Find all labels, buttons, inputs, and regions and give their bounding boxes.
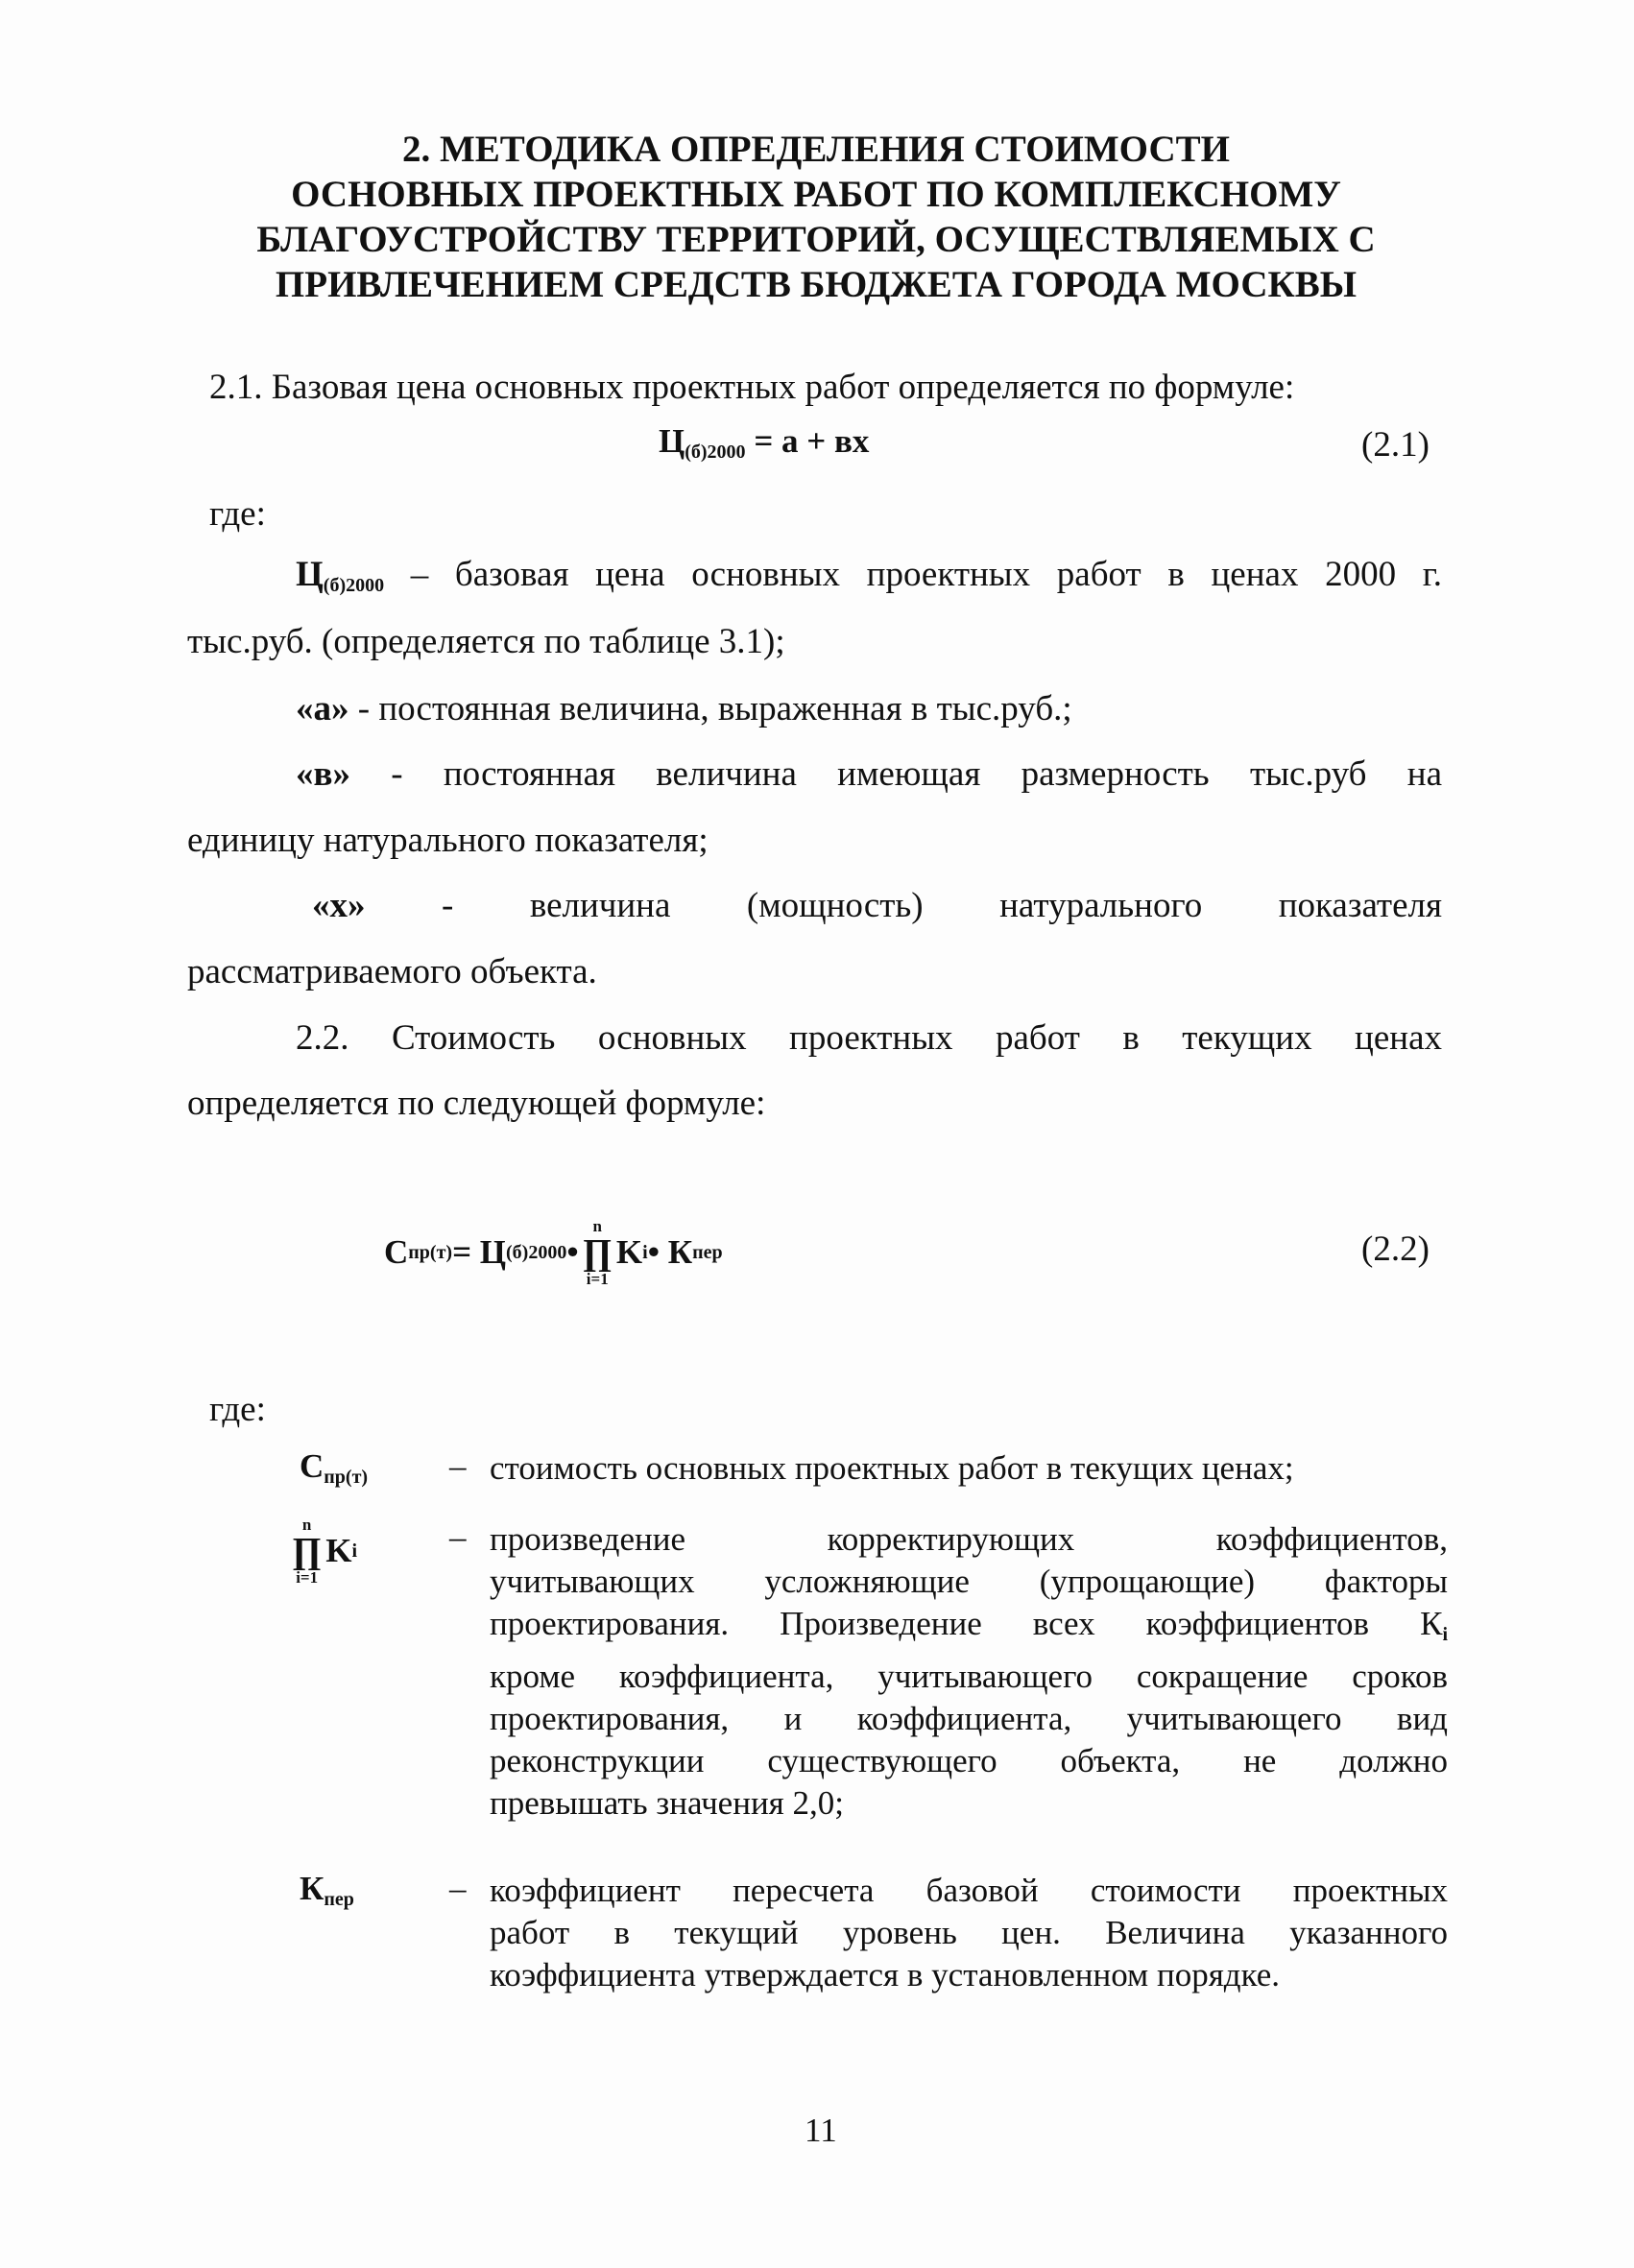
formula-2-2	[384, 1200, 723, 1305]
def-product-symbol	[288, 1516, 357, 1586]
section-heading	[173, 127, 1459, 307]
def-b-symbol: «в»	[296, 754, 350, 794]
def-kper-letter: К	[300, 1870, 324, 1907]
def-kper-line-1: коэффициент пересчета базовой стоимости проектных	[490, 1872, 1448, 1909]
def-b-line-1: - постоянная величина имеющая размерность тыс.руб на	[349, 754, 1442, 794]
definition-b	[296, 740, 1442, 809]
def-cost-dash: –	[449, 1447, 467, 1485]
def-product-line-1: произведение корректирующих коэффициентов,	[490, 1520, 1448, 1558]
formula-2-2-k-sub: i	[642, 1241, 648, 1263]
def-kper-dash: –	[449, 1870, 467, 1907]
def-product-line-3-sub: i	[1442, 1624, 1448, 1645]
def-cost-symbol	[300, 1447, 368, 1489]
formula-2-1	[659, 422, 869, 464]
def-base-price-line-1: – базовая цена основных проектных работ в ценах 2000 г.	[384, 555, 1442, 594]
def-product-line-4: кроме коэффициента, учитывающего сокращение сроков	[490, 1658, 1448, 1695]
heading-line-1: 2. МЕТОДИКА ОПРЕДЕЛЕНИЯ СТОИМОСТИ	[401, 129, 1231, 170]
formula-2-2-k: K	[615, 1233, 643, 1271]
def-base-price-symbol: Ц	[296, 555, 324, 594]
formula-2-1-sub: (б)2000	[685, 442, 746, 463]
formula-2-1-symbol: Ц	[659, 422, 685, 460]
paragraph-2-2-line-2: определяется по следующей формуле:	[187, 1084, 766, 1123]
where-label-1: где:	[209, 494, 266, 534]
formula-2-2-ts-sub: (б)2000	[506, 1241, 567, 1263]
product-symbol: ∏	[582, 1232, 613, 1273]
def-cost-text: стоимость основных проектных работ в текущих ценах;	[490, 1449, 1294, 1487]
page-number: 11	[805, 2112, 837, 2149]
def-product-line-5: проектирования, и коэффициента, учитывающего вид	[490, 1700, 1448, 1737]
def-kper-symbol	[300, 1870, 354, 1911]
def-product-upper: n	[301, 1516, 312, 1534]
def-product-line-3	[490, 1603, 1448, 1656]
def-product-dash: –	[449, 1518, 467, 1556]
def-kper-line-2: работ в текущий уровень цен. Величина указанного	[490, 1914, 1448, 1951]
def-product-k-sub: i	[351, 1540, 358, 1562]
def-b-line-2: единицу натурального показателя;	[187, 821, 709, 860]
heading-line-2: ОСНОВНЫХ ПРОЕКТНЫХ РАБОТ ПО КОМПЛЕКСНОМУ	[291, 174, 1341, 215]
formula-2-1-number: (2.1)	[1361, 425, 1430, 465]
def-cost-sub: пр(т)	[324, 1467, 369, 1488]
def-x-line-1: - величина (мощность) натурального показателя	[365, 886, 1442, 925]
def-x-symbol: «х»	[312, 886, 366, 925]
def-product-text	[490, 1518, 1448, 1825]
def-a-text: - постоянная величина, выраженная в тыс.руб.;	[348, 689, 1072, 728]
paragraph-2-1: 2.1. Базовая цена основных проектных работ определяется по формуле:	[209, 368, 1295, 407]
def-product-line-7: превышать значения 2,0;	[490, 1784, 845, 1822]
def-kper-line-3: коэффициента утверждается в установленном порядке.	[490, 1956, 1281, 1993]
formula-2-1-rest: = а + вх	[745, 422, 870, 460]
def-product-line-6: реконструкции существующего объекта, не должно	[490, 1742, 1448, 1779]
formula-2-2-eq: = Ц	[452, 1233, 506, 1271]
formula-2-2-dot-1: •	[566, 1233, 579, 1271]
formula-2-2-c-sub: пр(т)	[408, 1241, 453, 1263]
definition-x	[312, 871, 1442, 941]
def-kper-text	[490, 1870, 1448, 1996]
def-a-symbol: «а»	[296, 689, 349, 728]
def-kper-sub: пер	[324, 1889, 354, 1910]
heading-line-3: БЛАГОУСТРОЙСТВУ ТЕРРИТОРИЙ, ОСУЩЕСТВЛЯЕМЫХ С	[256, 219, 1376, 260]
def-cost-letter: С	[300, 1447, 324, 1485]
def-base-price-line-2: тыс.руб. (определяется по таблице 3.1);	[187, 622, 785, 661]
def-product-line-2: учитывающих усложняющие (упрощающие) факторы	[490, 1563, 1448, 1600]
def-x-line-2: рассматриваемого объекта.	[187, 952, 597, 991]
product-operator	[583, 1218, 613, 1287]
product-upper-limit: n	[592, 1217, 602, 1235]
def-product-lower: i=1	[296, 1568, 319, 1587]
product-lower-limit: i=1	[586, 1270, 609, 1288]
paragraph-2-2-line-1: 2.2. Стоимость основных проектных работ в текущих ценах	[296, 1018, 1442, 1058]
def-base-price-sub: (б)2000	[323, 575, 385, 596]
formula-2-2-number: (2.2)	[1361, 1229, 1430, 1269]
formula-2-2-c: С	[384, 1233, 409, 1271]
where-label-2: где:	[209, 1390, 266, 1429]
heading-line-4: ПРИВЛЕЧЕНИЕМ СРЕДСТВ БЮДЖЕТА ГОРОДА МОСКВЫ	[275, 264, 1358, 305]
def-product-sym: ∏	[292, 1531, 323, 1571]
def-product-line-3-text: проектирования. Произведение всех коэффициентов К	[490, 1605, 1443, 1642]
formula-2-2-dot-2: • К	[647, 1233, 693, 1271]
def-product-operator	[292, 1516, 322, 1586]
formula-2-2-kper-sub: пер	[692, 1241, 723, 1263]
definition-a	[296, 675, 1072, 744]
def-product-k: K	[325, 1532, 352, 1569]
